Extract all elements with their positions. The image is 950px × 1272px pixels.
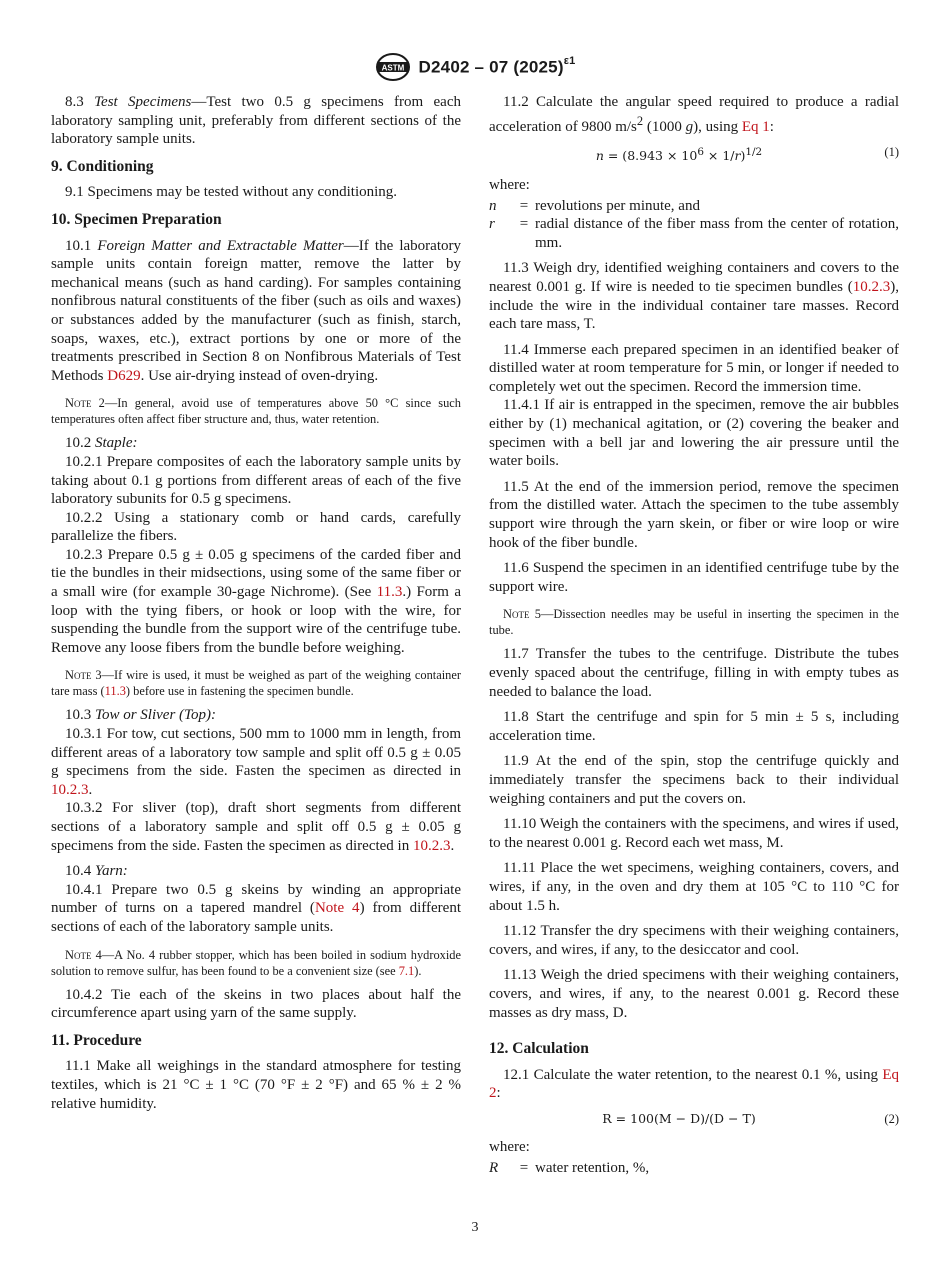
variable-definition: n = revolutions per minute, and	[489, 197, 700, 214]
equation-1-number: (1)	[884, 145, 899, 160]
where-label-1: where:	[489, 176, 530, 193]
para-11-11: 11.11 Place the wet specimens, weighing containers, covers, and wires, if any, in the oven and dry them at 105 °C to 110 °C for about 1.5 h.	[489, 860, 899, 914]
para-11-6: 11.6 Suspend the specimen in an identified centrifuge tube by the support wire.	[489, 560, 899, 595]
equation-1-formula: $n = (8.943 \times 10^6 \times 1/r)^{1/2}$	[595, 146, 763, 164]
variable-definition: R = water retention, %,	[489, 1160, 650, 1177]
link-eq-1[interactable]: Eq 1	[741, 118, 770, 135]
para-11-4: 11.4 Immerse each prepared specimen in an identified beaker of distilled water at room temperature for 5 min, or longer if needed to completely wet out the specimen. Record the immersion time.	[489, 341, 899, 395]
para-11-12: 11.12 Transfer the dry specimens with their weighing containers, covers, and wires, if any, to the desiccator and cool.	[489, 923, 899, 958]
para-10-1: 10.1 Foreign Matter and Extractable Matter—If the laboratory sample units contain foreign matter, remove the latter by mechanical means (such as hand carding). For samples containing nonfibrous natural constituents of the fiber (such as oils and waxes) or substances added by the manufacturer (such as finish, starch, soaps, waxes, etc.), extract portions by one or more of the treatments prescribed in Section 8 on Nonfibrous Materials of Test Methods D629. Use air-drying instead of oven-drying.	[51, 237, 461, 384]
equation-2-number: (2)	[884, 1111, 899, 1126]
para-11-3: 11.3 Weigh dry, identified weighing containers and covers to the nearest 0.001 g. If wire is needed to tie specimen bundles (10.2.3), include the wire in the individual container tare masses. Record each tare mass, T.	[489, 260, 899, 333]
para-11-9: 11.9 At the end of the spin, stop the centrifuge quickly and immediately transfer the specimens back to their individual weighing containers and put the covers on.	[489, 753, 899, 807]
astm-logo-icon	[375, 52, 411, 82]
para-11-7: 11.7 Transfer the tubes to the centrifuge. Distribute the tubes evenly spaced about the centrifuge, filling in with empty tubes as needed to balance the load.	[489, 646, 899, 700]
note-3: Note 3—If wire is used, it must be weighed as part of the weighing container tare mass (11.3) before use in fastening the specimen bundle.	[51, 668, 461, 699]
variable-definition: r = radial distance of the fiber mass from the center of rotation, mm.	[489, 216, 899, 251]
para-11-4-1: 11.4.1 If air is entrapped in the specimen, remove the air bubbles either by (1) mechanical agitation, or (2) covering the beaker and specimen with a bell jar and lowering the air pressure until the water boils.	[489, 397, 899, 470]
equation-2-formula: R = 100(M − D)/(D − T)	[602, 1110, 756, 1126]
para-9-1: 9.1 Specimens may be tested without any conditioning.	[65, 184, 398, 201]
para-11-8: 11.8 Start the centrifuge and spin for 5 min ± 5 s, including acceleration time.	[489, 709, 899, 744]
link-10-2-3-b[interactable]: 10.2.3	[412, 837, 451, 854]
equation-2	[489, 1110, 899, 1129]
heading-12: 12. Calculation	[489, 1040, 589, 1058]
heading-11: 11. Procedure	[51, 1031, 142, 1049]
para-10-4-1: 10.4.1 Prepare two 0.5 g skeins by winding an appropriate number of turns on a tapered mandrel (Note 4) from different sections of each of the laboratory sample units.	[51, 881, 461, 935]
para-11-1: 11.1 Make all weighings in the standard atmosphere for testing textiles, which is 21 °C ± 1 °C (70 °F ± 2 °F) and 65 % ± 2 % relative humidity.	[51, 1058, 461, 1112]
page-number: 3	[471, 1220, 479, 1235]
para-10-2: 10.2 Staple:	[65, 435, 138, 452]
para-10-3-2: 10.3.2 For sliver (top), draft short segments from different sections of a laboratory sample and split off 0.5 g ± 0.05 g specimens from the side. Fasten the specimen as directed in 10.2.3.	[51, 800, 461, 854]
para-10-2-1: 10.2.1 Prepare composites of each the laboratory sample units by taking about 0.1 g portions from different areas of each of the five laboratory subunits for 0.5 g specimens.	[51, 453, 461, 508]
para-12-1: 12.1 Calculate the water retention, to the nearest 0.1 %, using Eq 2:	[489, 1066, 899, 1102]
page-header	[0, 52, 950, 82]
designation-superscript: ε1	[563, 54, 576, 67]
heading-10: 10. Specimen Preparation	[51, 210, 222, 228]
link-11-3-note[interactable]: 11.3	[104, 684, 126, 699]
note-2: Note 2—In general, avoid use of temperatures above 50 °C since such temperatures often affect fiber structure and, thus, water retention.	[51, 396, 461, 427]
para-10-4: 10.4 Yarn:	[65, 863, 128, 880]
para-10-2-2: 10.2.2 Using a stationary comb or hand cards, carefully parallelize the fibers.	[51, 509, 461, 545]
note-4: Note 4—A No. 4 rubber stopper, which has been boiled in sodium hydroxide solution to remove sulfur, has been found to be a convenient size (see 7.1).	[51, 947, 461, 978]
para-10-2-3: 10.2.3 Prepare 0.5 g ± 0.05 g specimens of the carded fiber and tie the bundles in their midsections, using some of the same fiber or a small wire (for example 30-gage Nichrome). (See 11.3.) Form a loop with the tying fibers, or hook or loop with the wire, for suspending the bundle from the support wire of the centrifuge tube. Remove any loose fibers from the bundle before weighing.	[51, 546, 461, 656]
link-eq-2[interactable]: Eq 2	[489, 1066, 899, 1102]
where-label-2: where:	[489, 1139, 530, 1156]
para-8-3: 8.3 Test Specimens—Test two 0.5 g specimens from each laboratory sampling unit, preferably from different sections of the laboratory sample units.	[51, 94, 461, 148]
link-11-3[interactable]: 11.3	[376, 584, 403, 601]
link-7-1[interactable]: 7.1	[398, 963, 415, 978]
para-11-10: 11.10 Weigh the containers with the specimens, and wires if used, to the nearest 0.001 g. Record each wet mass, M.	[489, 816, 899, 851]
link-10-2-3[interactable]: 10.2.3	[51, 781, 89, 798]
equation-1	[489, 143, 899, 166]
right-column	[489, 93, 899, 1178]
heading-9: 9. Conditioning	[51, 157, 154, 175]
para-10-4-2: 10.4.2 Tie each of the skeins in two places about half the circumference apart using yarn of the same supply.	[51, 986, 461, 1022]
link-d629[interactable]: D629	[107, 367, 141, 384]
para-11-13: 11.13 Weigh the dried specimens with their weighing containers, covers, and wires, if any, to the nearest 0.001 g. Record these masses as dry mass, D.	[489, 967, 899, 1021]
note-5: Note 5—Dissection needles may be useful in inserting the specimen in the tube.	[489, 607, 899, 638]
para-10-3-1: 10.3.1 For tow, cut sections, 500 mm to 1000 mm in length, from different areas of a laboratory tow sample and split off 0.5 g ± 0.05 g specimens from the side. Fasten the specimen as directed in 10.2.3.	[51, 726, 461, 798]
para-11-5: 11.5 At the end of the immersion period, remove the specimen from the distilled water. Attach the specimen to the tube assembly support wire through the yarn skein, or fiber or wire loop or wire hook of the fiber bundle.	[489, 478, 899, 551]
para-10-3: 10.3 Tow or Sliver (Top):	[65, 707, 216, 724]
link-10-2-3-c[interactable]: 10.2.3	[852, 278, 891, 295]
left-column	[51, 93, 461, 1120]
para-11-2: 11.2 Calculate the angular speed required to produce a radial acceleration of 9800 $m/s^2$ (1000 g), using Eq 1:	[489, 94, 899, 135]
link-note-4[interactable]: Note 4	[314, 900, 360, 917]
logo-text: ASTM	[381, 63, 404, 73]
document-designation: D2402 – 07 $(2025)^{\varepsilon 1}$	[418, 54, 576, 77]
